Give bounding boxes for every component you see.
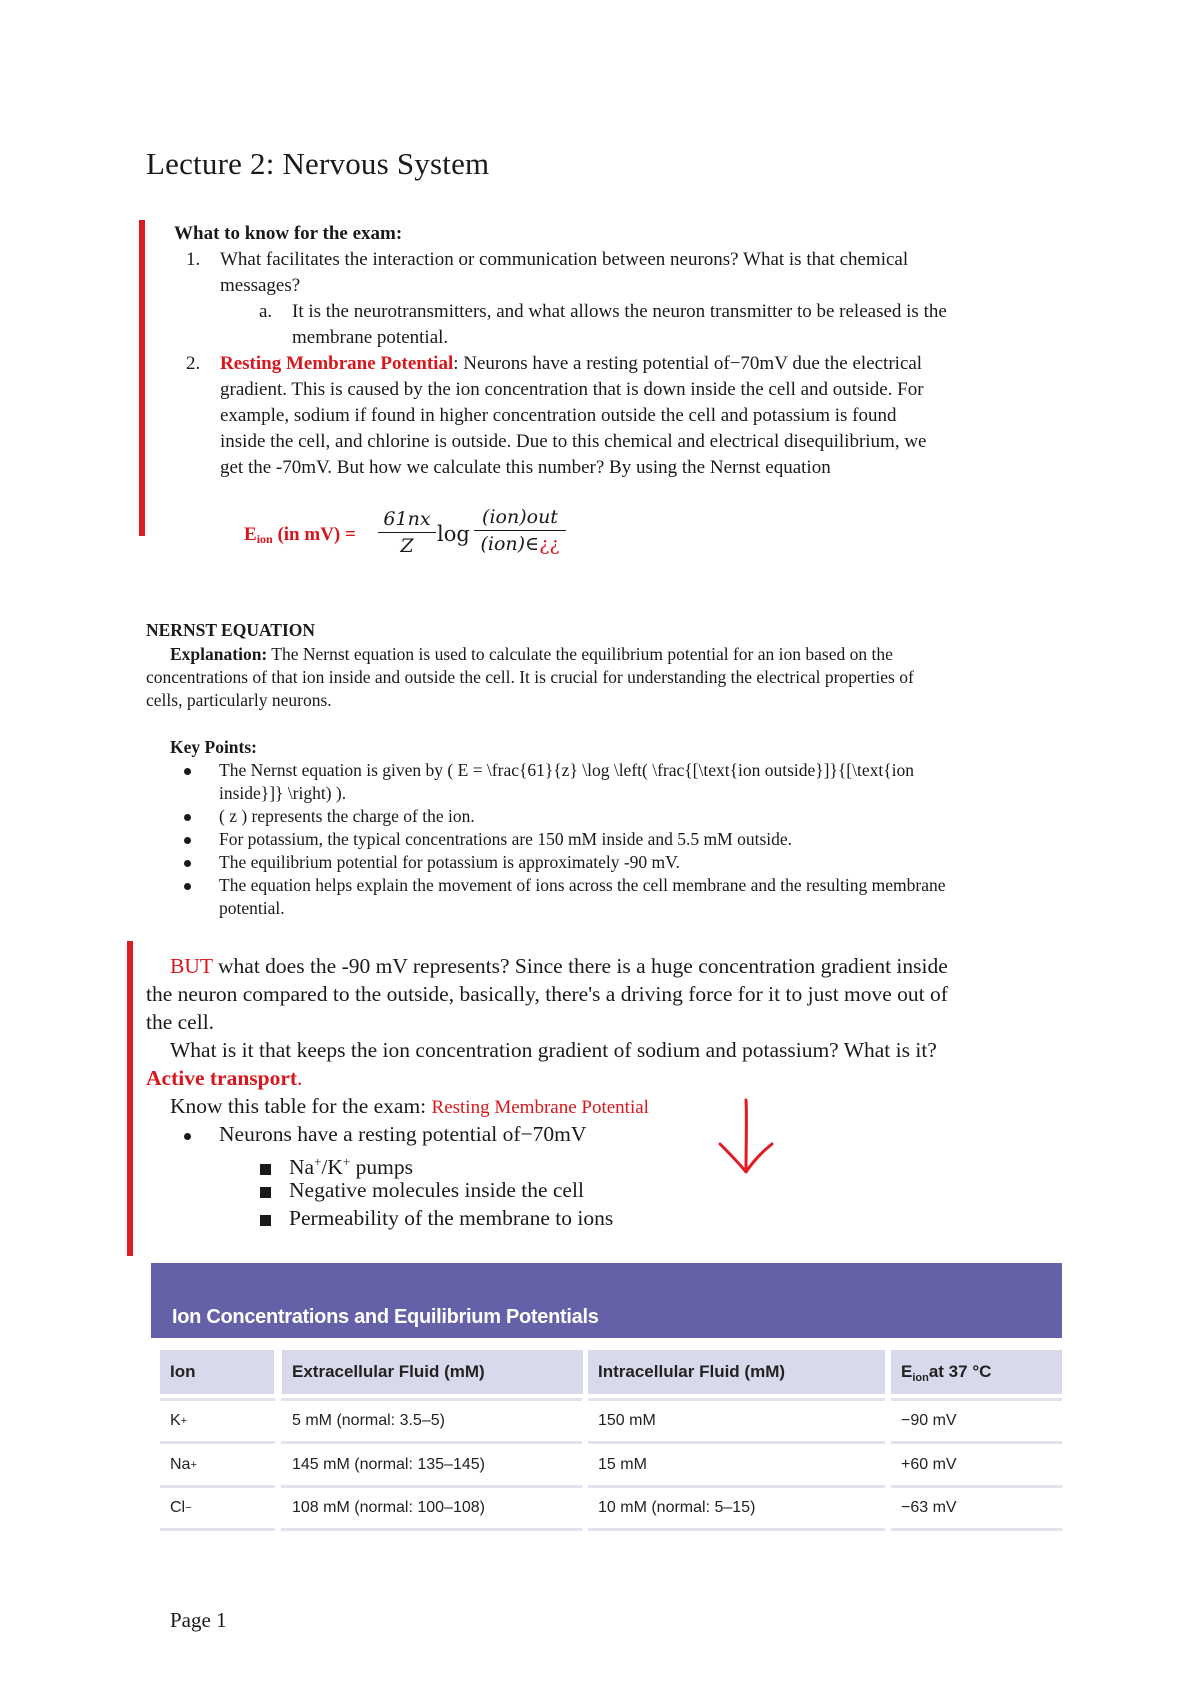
key-point-cont: inside}]} \right) ). (219, 783, 347, 803)
col-header-eion: E ion at 37 °C (891, 1350, 1062, 1394)
col-header-intracellular: Intracellular Fluid (mM) (588, 1350, 885, 1394)
block-line: the cell. (146, 1010, 215, 1034)
block-line: BUT what does the -90 mV represents? Since there is a huge concentration gradient inside (170, 954, 948, 978)
exam-item-2 (186, 351, 922, 377)
resting-potential-term: Resting Membrane Potential (220, 353, 454, 374)
but-word: BUT (170, 954, 213, 978)
bullet-icon (184, 860, 191, 867)
table-cell-ion: Na + (170, 1455, 197, 1473)
page-number: Page 1 (170, 1608, 227, 1632)
exam-item-1a-cont: membrane potential. (292, 327, 449, 348)
exam-item-1 (186, 247, 908, 273)
table-cell-extracellular: 108 mM (normal: 100–108) (292, 1499, 485, 1516)
key-point: The equilibrium potential for potassium is approximately -90 mV. (146, 851, 680, 875)
item-number: 1. (186, 249, 201, 270)
key-point: The equation helps explain the movement of ions across the cell membrane and the resulting membrane (146, 874, 946, 898)
item-text: What facilitates the interaction or communication between neurons? What is that chemical (220, 249, 909, 270)
bullet-icon (184, 883, 191, 890)
nernst-heading: NERNST EQUATION (146, 620, 316, 640)
key-point-cont: potential. (219, 898, 285, 918)
square-bullet-icon (260, 1187, 271, 1198)
sub-bullet: Na+/K+ pumps (260, 1148, 413, 1181)
equation-lhs: Eion (in mV) = (244, 524, 356, 546)
bullet-icon (184, 1133, 191, 1140)
equation-log: log (437, 522, 470, 546)
col-header-ion: Ion (160, 1350, 274, 1394)
table-cell-intracellular: 150 mM (598, 1412, 656, 1429)
key-point: ( z ) represents the charge of the ion. (146, 805, 475, 829)
square-bullet-icon (260, 1164, 271, 1175)
row-divider (160, 1528, 1062, 1531)
nernst-explanation: Explanation: The Nernst equation is used to calculate the equilibrium potential for an ion based on the (170, 644, 893, 664)
key-points-heading: Key Points: (170, 737, 258, 757)
key-point: The Nernst equation is given by ( E = \frac{61}{z} \log \left( \frac{[\text{ion outside}]}{[\text{ion (146, 759, 914, 783)
active-transport: Active transport. (146, 1066, 303, 1090)
equation-fraction-1: 61nx Z (378, 508, 436, 557)
exam-item-2-line: get the -70mV. But how we calculate this number? By using the Nernst equation (220, 457, 831, 478)
down-arrow-icon (716, 1098, 776, 1178)
bullet-neurons: Neurons have a resting potential of−70mV (146, 1120, 586, 1148)
table-cell-eion: −63 mV (901, 1499, 957, 1516)
table-cell-ion: Cl − (170, 1499, 192, 1516)
block-line: the neuron compared to the outside, basically, there's a driving force for it to just move out of (146, 982, 948, 1006)
block-line: What is it that keeps the ion concentration gradient of sodium and potassium? What is it? (170, 1038, 937, 1062)
exam-item-2-line: example, sodium if found in higher concentration outside the cell and potassium is found (220, 405, 897, 426)
bullet-icon (184, 768, 191, 775)
bullet-icon (184, 837, 191, 844)
exam-item-2-line: gradient. This is caused by the ion concentration that is down inside the cell and outside. For (220, 379, 924, 400)
exam-item-1-cont: messages? (220, 275, 301, 296)
table-cell-intracellular: 15 mM (598, 1455, 647, 1473)
exam-heading: What to know for the exam: (174, 223, 403, 244)
table-cell-intracellular: 10 mM (normal: 5–15) (598, 1499, 756, 1516)
page-title: Lecture 2: Nervous System (146, 146, 490, 181)
nernst-explanation-line: concentrations of that ion inside and outside the cell. It is crucial for understanding the electrical properties of (146, 667, 914, 687)
bullet-icon (184, 814, 191, 821)
table-cell-extracellular: 5 mM (normal: 3.5–5) (292, 1412, 445, 1429)
margin-bar-bottom (127, 941, 133, 1256)
table-title: Ion Concentrations and Equilibrium Potentials (172, 1306, 599, 1328)
sub-bullet: Permeability of the membrane to ions (260, 1204, 613, 1232)
sub-bullet: Negative molecules inside the cell (260, 1176, 584, 1204)
table-cell-ion: K + (170, 1412, 188, 1429)
margin-bar-top (139, 220, 145, 536)
table-cell-extracellular: 145 mM (normal: 135–145) (292, 1455, 485, 1473)
know-table-line: Know this table for the exam: Resting Membrane Potential (170, 1094, 649, 1118)
item-letter: a. (259, 301, 273, 322)
col-header-extracellular: Extracellular Fluid (mM) (282, 1350, 583, 1394)
item-text: It is the neurotransmitters, and what allows the neuron transmitter to be released is the (292, 301, 947, 322)
table-cell-eion: −90 mV (901, 1412, 957, 1429)
exam-item-1a (259, 299, 947, 325)
equation-fraction-2: (ion)out (ion)∈¿¿ (474, 506, 566, 555)
key-point: For potassium, the typical concentrations are 150 mM inside and 5.5 mM outside. (146, 828, 792, 852)
nernst-explanation-line: cells, particularly neurons. (146, 690, 332, 710)
table-cell-eion: +60 mV (901, 1455, 957, 1473)
exam-item-2-line: inside the cell, and chlorine is outside. Due to this chemical and electrical disequilibrium, we (220, 431, 927, 452)
square-bullet-icon (260, 1215, 271, 1226)
item-text: : Neurons have a resting potential of−70mV due the electrical (453, 353, 923, 374)
item-number: 2. (186, 353, 201, 374)
